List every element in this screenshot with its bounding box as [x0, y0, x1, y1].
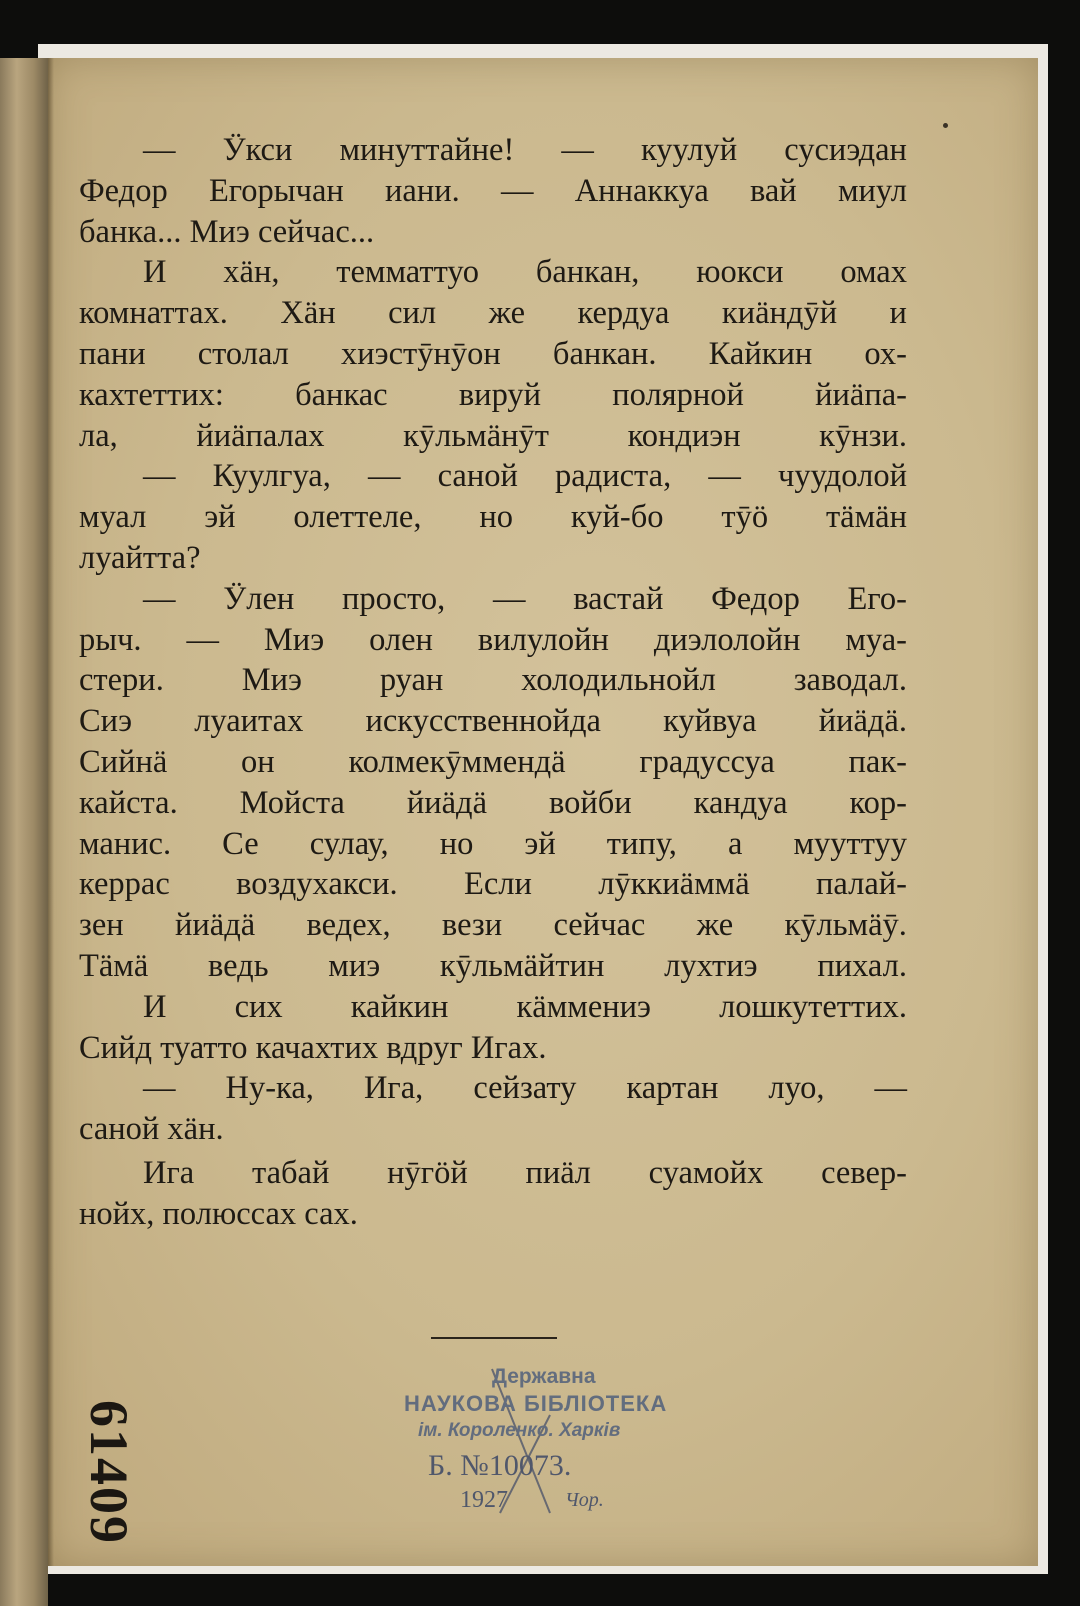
text-line: Сийд туатто качахтих вдруг Игах.	[79, 1029, 547, 1066]
text-line: комнаттах. Хӓн сил же кердуа киӓндӯй и	[79, 295, 907, 332]
text-line: кайста. Мойста йиӓдӓ войби кандуа кор-	[79, 784, 907, 821]
paper-speck	[943, 123, 948, 128]
text-line: зен йиӓдӓ ведех, вези сейчас же кӯльмӓӯ.	[79, 907, 907, 944]
stamp-line-2: НАУКОВА БІБЛІОТЕКА	[404, 1391, 668, 1416]
book-spine-strip	[0, 58, 48, 1606]
text-line: И сих кайкин кӓммениэ лошкутеттих.	[143, 988, 907, 1025]
stamp-note: Чор.	[565, 1489, 604, 1511]
library-stamp	[400, 1365, 700, 1515]
stamp-inventory-number: Б. №10073.	[428, 1449, 572, 1482]
handwritten-shelf-mark: 61409	[79, 1400, 139, 1545]
text-line: кахтеттих: банкас вируй полярной йиӓпа-	[79, 376, 907, 413]
text-line: луайтта?	[79, 539, 201, 576]
text-line: — Ну-ка, Ига, сейзату картан луо, —	[143, 1070, 907, 1107]
text-line: манис. Се сулау, но эй типу, а мууттуу	[79, 825, 907, 862]
text-line: банка... Миэ сейчас...	[79, 213, 375, 250]
text-line: Ига табай нӯгӧй пиӓл суамойх север-	[143, 1154, 907, 1191]
text-line: стери. Миэ руан холодильнойл заводал.	[79, 662, 907, 699]
text-line: Сийнӓ он колмекӯммендӓ градуссуа пак-	[79, 743, 907, 780]
text-line: Федор Егорычан иани. — Аннаккуа вай миул	[79, 172, 907, 209]
text-line: Сиэ луаитах искусственнойда куйвуа йиӓдӓ.	[79, 703, 907, 740]
text-line: рыч. — Миэ олен вилулойн диэлолойн муа-	[79, 621, 907, 658]
text-line: Тӓмӓ ведь миэ кӯльмӓйтин лухтиэ пихал.	[79, 947, 907, 984]
text-line: ла, йиӓпалах кӯльмӓнӯт кондиэн кӯнзи.	[79, 417, 907, 454]
text-line: саной хӓн.	[79, 1111, 224, 1148]
text-line: И хӓн, темматтуо банкан, юокси омах	[143, 254, 907, 291]
page-body-text	[79, 130, 907, 1235]
text-line: керрас воздухакси. Если лӯккиӓммӓ палай-	[79, 866, 907, 903]
stamp-line-1: Державна	[492, 1365, 596, 1388]
text-line: муал эй олеттеле, но куй-бо тӯӧ тӓмӓн	[79, 499, 907, 536]
stamp-line-3: ім. Короленко. Харків	[418, 1420, 621, 1441]
text-line: — Куулгуа, — саной радиста, — чуудолой	[143, 458, 907, 495]
text-line: — Ӱкси минуттайне! — куулуй сусиэдан	[143, 132, 907, 168]
text-line: нойх, полюссах сах.	[79, 1195, 358, 1232]
stamp-year: 1927	[460, 1487, 508, 1513]
end-rule	[431, 1337, 557, 1339]
text-line: — Ӱлен просто, — вастай Федор Его-	[143, 580, 907, 617]
text-line: пани столал хиэстӯнӯон банкан. Кайкин ох-	[79, 335, 907, 372]
page-edge-shadow	[48, 58, 54, 1566]
